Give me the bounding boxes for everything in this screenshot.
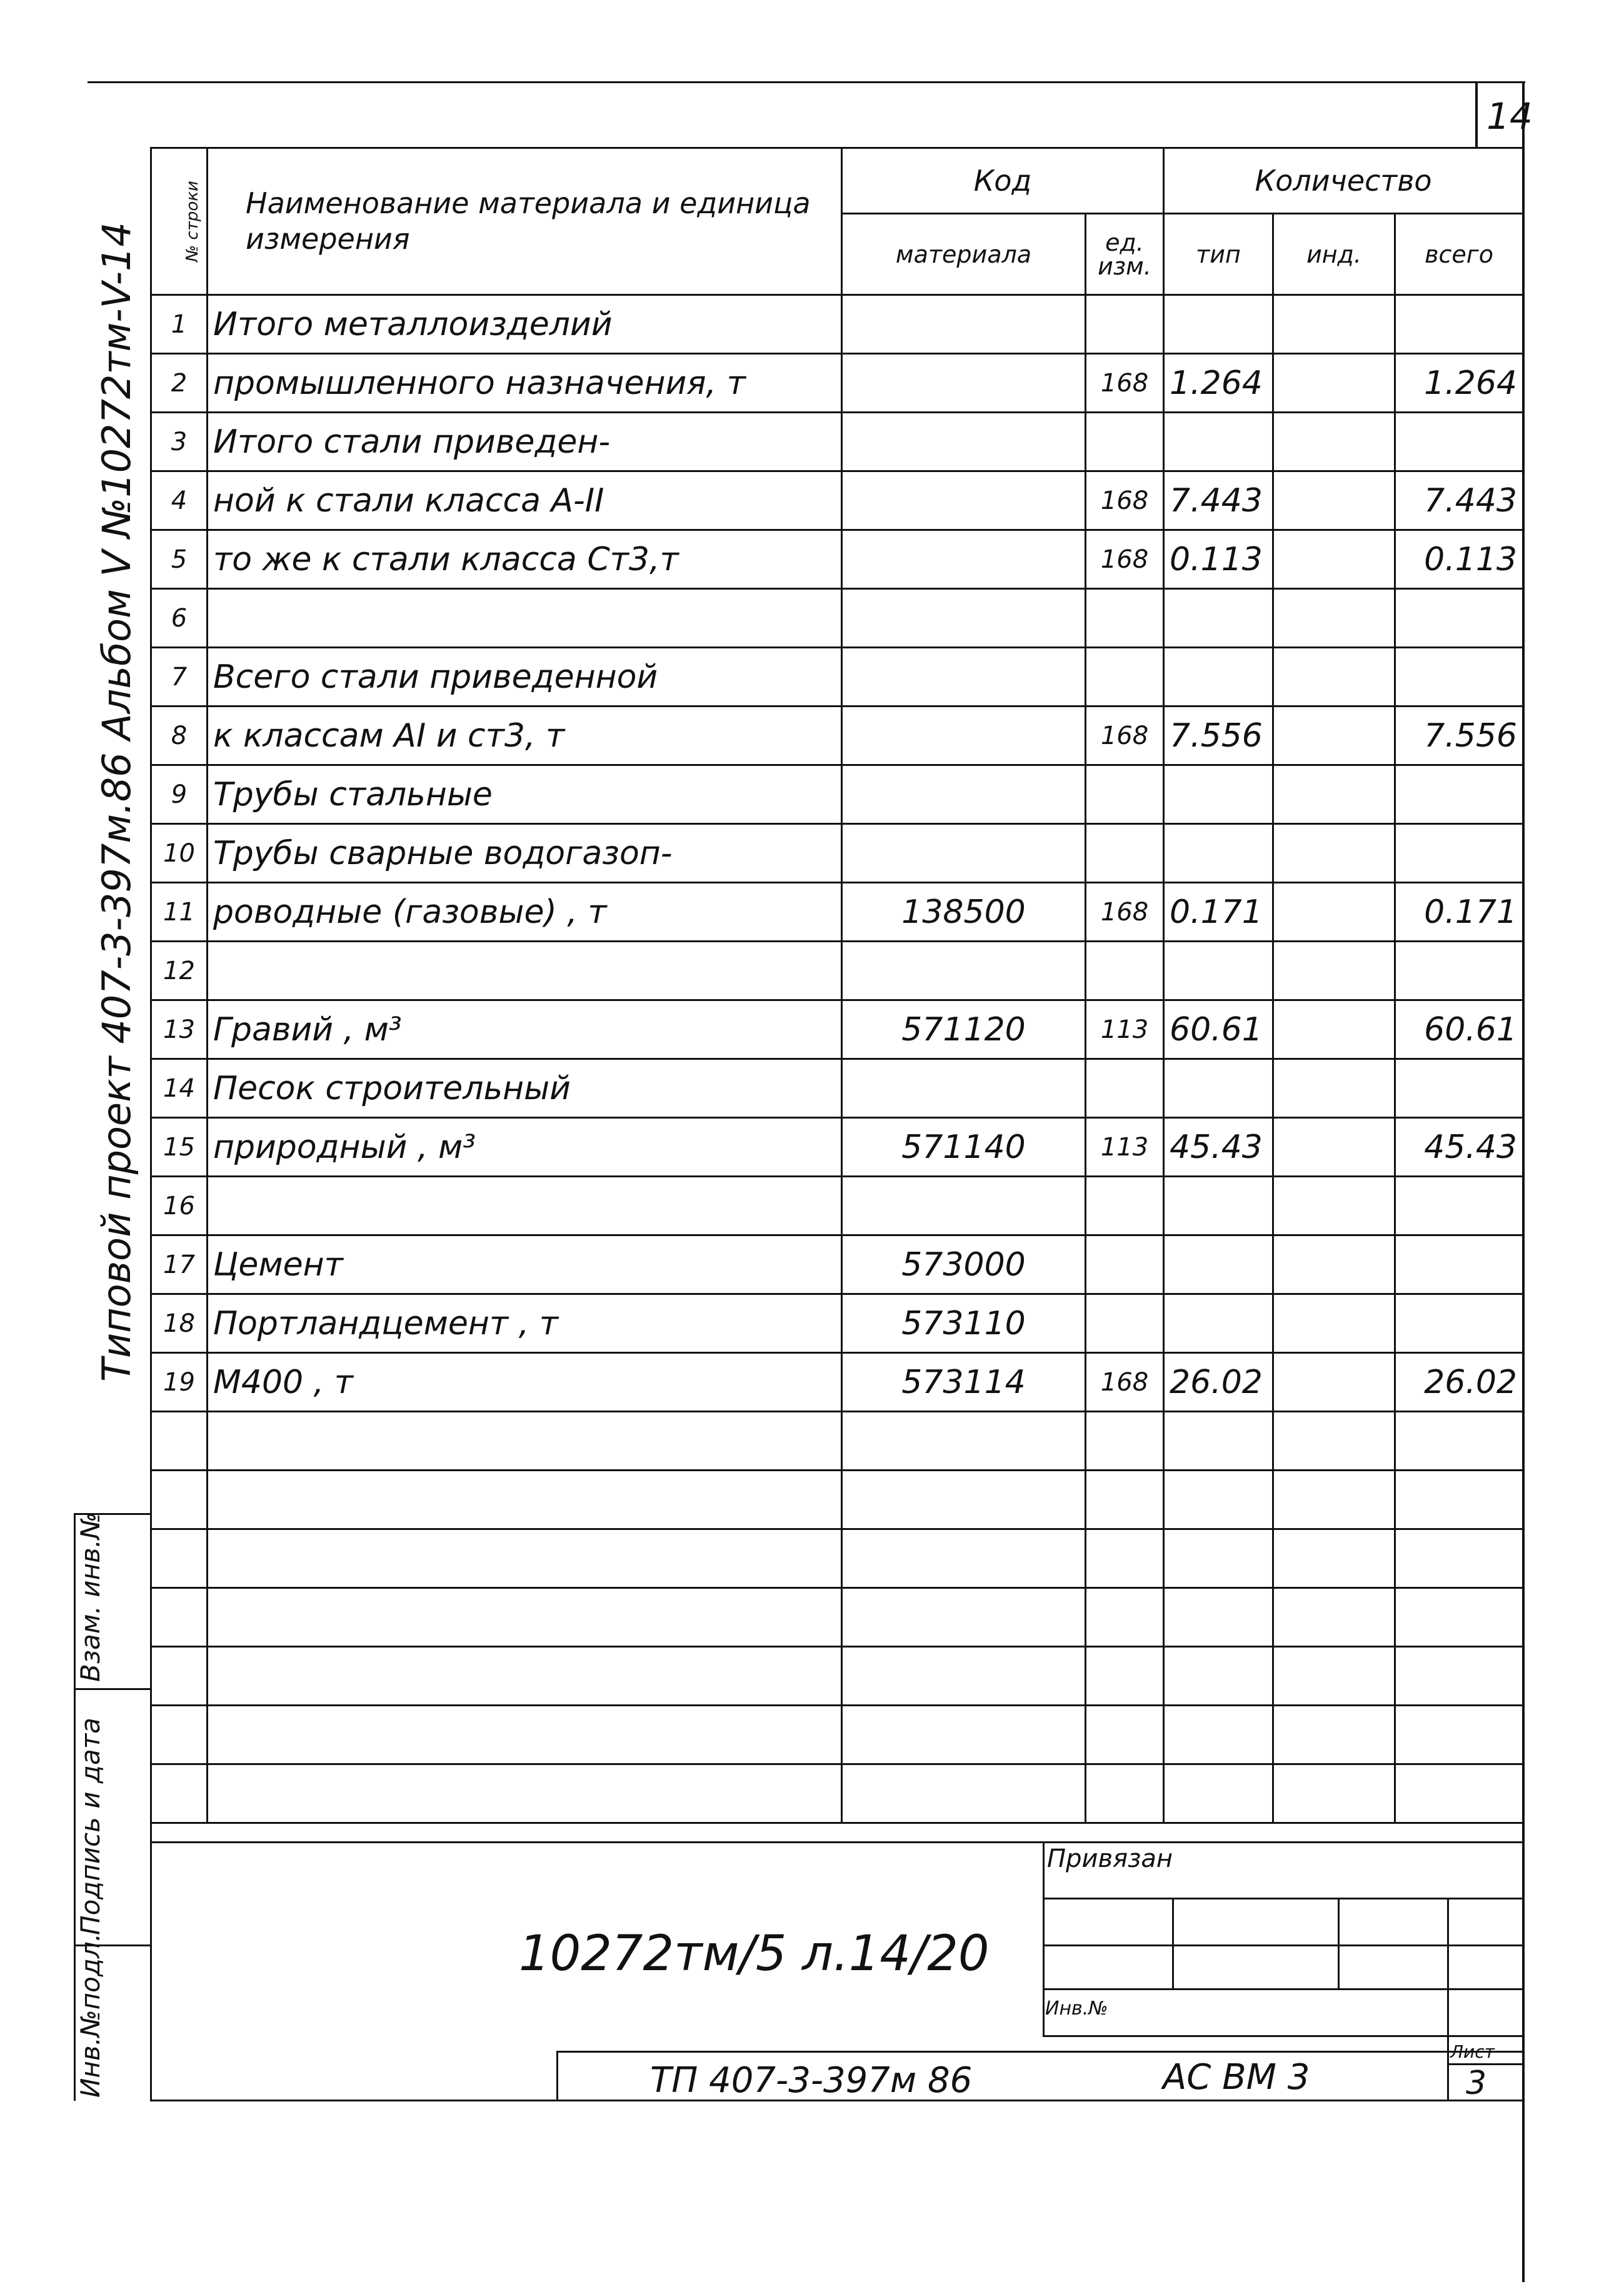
title-block-top [150,1841,1522,1843]
table-row [151,1177,1523,1235]
material-code-cell [842,1471,1086,1529]
material-name-cell: Всего стали приведенной [208,648,842,707]
qty-type-cell: 26.02 [1164,1353,1273,1412]
row-number-cell: 10 [151,824,208,883]
table-row [151,1706,1523,1764]
qty-total-cell [1395,1764,1523,1823]
qty-total-cell: 0.171 [1395,883,1523,942]
qty-total-cell: 45.43 [1395,1118,1523,1177]
bound-row-4 [1043,2035,1522,2037]
unit-code-cell [1086,1235,1164,1294]
header-code: Код [842,148,1164,214]
row-number-cell: 17 [151,1235,208,1294]
material-code-cell: 573110 [842,1294,1086,1353]
qty-total-cell [1395,942,1523,1000]
material-name-cell [208,1529,842,1588]
material-name-cell: Портландцемент , т [208,1294,842,1353]
archive-code: 10272тм/5 л.14/20 [519,1926,990,1982]
row-number-cell [151,1706,208,1764]
side-stamp-sep-2 [74,1688,150,1690]
bound-row-3 [1043,1988,1522,1990]
unit-code-cell [1086,1529,1164,1588]
unit-code-cell: 168 [1086,883,1164,942]
bound-label: Привязан [1047,1844,1173,1873]
qty-type-cell [1164,648,1273,707]
qty-ind-cell [1273,1471,1395,1529]
qty-type-cell [1164,765,1273,824]
qty-total-cell [1395,1412,1523,1471]
material-code-cell [842,1412,1086,1471]
qty-ind-cell [1273,1000,1395,1059]
qty-ind-cell [1273,1235,1395,1294]
table-row [151,883,1523,942]
qty-total-cell [1395,1294,1523,1353]
bound-col-2 [1338,1898,1340,1988]
qty-type-cell [1164,413,1273,471]
table-row [151,295,1523,354]
page-number: 14 [1486,95,1533,138]
qty-type-cell: 7.556 [1164,707,1273,765]
table-row [151,1353,1523,1412]
bound-block-left [1043,1841,1045,2035]
qty-type-cell [1164,1177,1273,1235]
header-material-name: Наименование материала и единица измерения [208,148,842,295]
table-row [151,589,1523,648]
unit-code-cell [1086,1764,1164,1823]
row-number-cell: 18 [151,1294,208,1353]
material-name-cell: Цемент [208,1235,842,1294]
header-row-number: № строки [151,148,208,295]
table-row [151,1412,1523,1471]
row-number-cell [151,1588,208,1647]
material-code-cell [842,765,1086,824]
row-number-cell: 13 [151,1000,208,1059]
qty-total-cell: 7.443 [1395,471,1523,530]
unit-code-cell [1086,295,1164,354]
material-name-cell: природный , м³ [208,1118,842,1177]
material-code-cell [842,471,1086,530]
table-row [151,1529,1523,1588]
qty-ind-cell [1273,589,1395,648]
header-qty-total: всего [1395,214,1523,295]
qty-type-cell: 60.61 [1164,1000,1273,1059]
material-name-cell: Итого металлоизделий [208,295,842,354]
qty-type-cell: 0.171 [1164,883,1273,942]
qty-type-cell [1164,1764,1273,1823]
qty-type-cell: 1.264 [1164,354,1273,413]
qty-type-cell: 7.443 [1164,471,1273,530]
row-number-cell: 5 [151,530,208,589]
stamp-top [556,2051,1522,2053]
table-row [151,942,1523,1000]
material-code-cell [842,1764,1086,1823]
section-code: АС ВМ 3 [1163,2057,1310,2098]
table-row [151,1647,1523,1706]
material-name-cell: то же к стали класса Ст3,т [208,530,842,589]
qty-total-cell [1395,295,1523,354]
row-number-cell: 1 [151,295,208,354]
qty-total-cell: 1.264 [1395,354,1523,413]
row-number-cell [151,1471,208,1529]
qty-ind-cell [1273,1588,1395,1647]
material-code-cell [842,589,1086,648]
table-row [151,824,1523,883]
table-row [151,765,1523,824]
qty-total-cell [1395,1647,1523,1706]
unit-code-cell: 113 [1086,1118,1164,1177]
qty-type-cell [1164,295,1273,354]
row-number-cell: 12 [151,942,208,1000]
side-label-inv: Инв.№подл. [75,1933,106,2098]
unit-code-cell [1086,589,1164,648]
qty-ind-cell [1273,354,1395,413]
material-code-cell [842,1177,1086,1235]
unit-code-cell [1086,1059,1164,1118]
material-code-cell: 138500 [842,883,1086,942]
project-label: Типовой проект 407-3-397м.86 Альбом V №10272тм-V-14 [94,222,139,1382]
material-code-cell [842,413,1086,471]
materials-table [150,147,1524,1824]
qty-total-cell: 7.556 [1395,707,1523,765]
qty-type-cell [1164,589,1273,648]
qty-ind-cell [1273,1353,1395,1412]
qty-type-cell [1164,1706,1273,1764]
table-row [151,1235,1523,1294]
row-number-cell [151,1529,208,1588]
qty-total-cell: 26.02 [1395,1353,1523,1412]
header-code-unit: ед. изм. [1086,214,1164,295]
qty-total-cell [1395,765,1523,824]
unit-code-cell [1086,1647,1164,1706]
material-name-cell: М400 , т [208,1353,842,1412]
material-code-cell [842,648,1086,707]
qty-total-cell [1395,824,1523,883]
row-number-cell: 11 [151,883,208,942]
material-name-cell: роводные (газовые) , т [208,883,842,942]
qty-type-cell: 0.113 [1164,530,1273,589]
table-row [151,648,1523,707]
unit-code-cell: 168 [1086,530,1164,589]
unit-code-cell [1086,1177,1164,1235]
qty-type-cell [1164,1412,1273,1471]
material-name-cell: Песок строительный [208,1059,842,1118]
material-name-cell [208,589,842,648]
qty-ind-cell [1273,1764,1395,1823]
qty-ind-cell [1273,530,1395,589]
material-name-cell [208,1764,842,1823]
material-name-cell [208,1647,842,1706]
row-number-cell: 14 [151,1059,208,1118]
bound-row-2 [1043,1944,1522,1946]
row-number-cell: 7 [151,648,208,707]
qty-ind-cell [1273,1529,1395,1588]
row-number-cell: 19 [151,1353,208,1412]
material-name-cell: ной к стали класса А-II [208,471,842,530]
qty-ind-cell [1273,1177,1395,1235]
table-row [151,471,1523,530]
unit-code-cell: 168 [1086,707,1164,765]
top-border [88,81,1525,83]
qty-ind-cell [1273,1118,1395,1177]
qty-type-cell [1164,1529,1273,1588]
material-name-cell [208,1177,842,1235]
table-row [151,1000,1523,1059]
unit-code-cell [1086,1412,1164,1471]
row-number-cell: 8 [151,707,208,765]
unit-code-cell [1086,648,1164,707]
bound-col-3 [1447,1898,1449,2100]
material-code-cell [842,707,1086,765]
qty-total-cell [1395,589,1523,648]
header-quantity: Количество [1164,148,1523,214]
material-code-cell [842,1529,1086,1588]
document-code: ТП 407-3-397м 86 [650,2060,973,2101]
table-row [151,413,1523,471]
qty-type-cell [1164,942,1273,1000]
qty-ind-cell [1273,295,1395,354]
unit-code-cell: 113 [1086,1000,1164,1059]
unit-code-cell: 168 [1086,354,1164,413]
unit-code-cell [1086,1294,1164,1353]
header-code-material: материала [842,214,1086,295]
qty-type-cell [1164,1647,1273,1706]
bound-col-1 [1172,1898,1174,1988]
side-label-signature: Подпись и дата [75,1718,106,1935]
table-row [151,707,1523,765]
qty-ind-cell [1273,824,1395,883]
qty-total-cell [1395,1235,1523,1294]
qty-total-cell [1395,1706,1523,1764]
unit-code-cell [1086,413,1164,471]
material-name-cell [208,942,842,1000]
row-number-cell: 4 [151,471,208,530]
unit-code-cell [1086,1706,1164,1764]
table-row [151,354,1523,413]
qty-ind-cell [1273,471,1395,530]
material-code-cell [842,824,1086,883]
header-qty-ind: инд. [1273,214,1395,295]
qty-ind-cell [1273,1294,1395,1353]
material-code-cell [842,295,1086,354]
qty-ind-cell [1273,942,1395,1000]
sheet-label: Лист [1450,2041,1495,2062]
side-label-replace: Взам. инв.№ [75,1512,106,1682]
qty-type-cell: 45.43 [1164,1118,1273,1177]
unit-code-cell [1086,1588,1164,1647]
qty-type-cell [1164,1235,1273,1294]
qty-total-cell [1395,413,1523,471]
table-row [151,1118,1523,1177]
qty-type-cell [1164,1059,1273,1118]
material-name-cell [208,1706,842,1764]
row-number-cell [151,1764,208,1823]
material-name-cell: Трубы сварные водогазоп- [208,824,842,883]
qty-ind-cell [1273,413,1395,471]
table-row [151,530,1523,589]
material-code-cell: 573114 [842,1353,1086,1412]
material-code-cell [842,1588,1086,1647]
qty-ind-cell [1273,1706,1395,1764]
qty-ind-cell [1273,1412,1395,1471]
material-name-cell: Гравий , м³ [208,1000,842,1059]
qty-ind-cell [1273,1647,1395,1706]
material-code-cell [842,1647,1086,1706]
unit-code-cell: 168 [1086,471,1164,530]
stamp-left [556,2051,558,2101]
row-number-cell [151,1647,208,1706]
material-code-cell: 573000 [842,1235,1086,1294]
qty-total-cell [1395,1588,1523,1647]
table-row [151,1294,1523,1353]
qty-ind-cell [1273,648,1395,707]
material-name-cell: Итого стали приведен- [208,413,842,471]
qty-total-cell [1395,1529,1523,1588]
table-row [151,1764,1523,1823]
material-name-cell: к классам АI и ст3, т [208,707,842,765]
table-body [151,295,1523,1823]
material-name-cell: промышленного назначения, т [208,354,842,413]
inv-label: Инв.№ [1045,1998,1108,2020]
qty-ind-cell [1273,707,1395,765]
qty-total-cell [1395,648,1523,707]
qty-total-cell [1395,1177,1523,1235]
table-row [151,1588,1523,1647]
row-number-cell [151,1412,208,1471]
qty-type-cell [1164,1471,1273,1529]
unit-code-cell: 168 [1086,1353,1164,1412]
row-number-cell: 2 [151,354,208,413]
unit-code-cell [1086,765,1164,824]
row-number-cell: 16 [151,1177,208,1235]
material-code-cell [842,530,1086,589]
unit-code-cell [1086,824,1164,883]
qty-ind-cell [1273,883,1395,942]
unit-code-cell [1086,942,1164,1000]
bound-row-1 [1043,1898,1522,1899]
row-number-cell: 6 [151,589,208,648]
qty-total-cell: 0.113 [1395,530,1523,589]
table-row [151,1059,1523,1118]
material-name-cell [208,1471,842,1529]
material-name-cell [208,1412,842,1471]
qty-type-cell [1164,1294,1273,1353]
table-row [151,1471,1523,1529]
row-number-cell: 15 [151,1118,208,1177]
row-number-cell: 3 [151,413,208,471]
material-code-cell [842,1059,1086,1118]
page-number-box-left [1475,81,1478,147]
qty-type-cell [1164,824,1273,883]
material-code-cell: 571140 [842,1118,1086,1177]
material-name-cell [208,1588,842,1647]
unit-code-cell [1086,1471,1164,1529]
material-name-cell: Трубы стальные [208,765,842,824]
qty-type-cell [1164,1588,1273,1647]
material-code-cell [842,1706,1086,1764]
header-qty-type: тип [1164,214,1273,295]
row-number-cell: 9 [151,765,208,824]
material-code-cell [842,942,1086,1000]
material-code-cell [842,354,1086,413]
sheet-number: 3 [1466,2065,1487,2102]
qty-ind-cell [1273,765,1395,824]
qty-total-cell [1395,1471,1523,1529]
qty-total-cell [1395,1059,1523,1118]
qty-ind-cell [1273,1059,1395,1118]
qty-total-cell: 60.61 [1395,1000,1523,1059]
material-code-cell: 571120 [842,1000,1086,1059]
